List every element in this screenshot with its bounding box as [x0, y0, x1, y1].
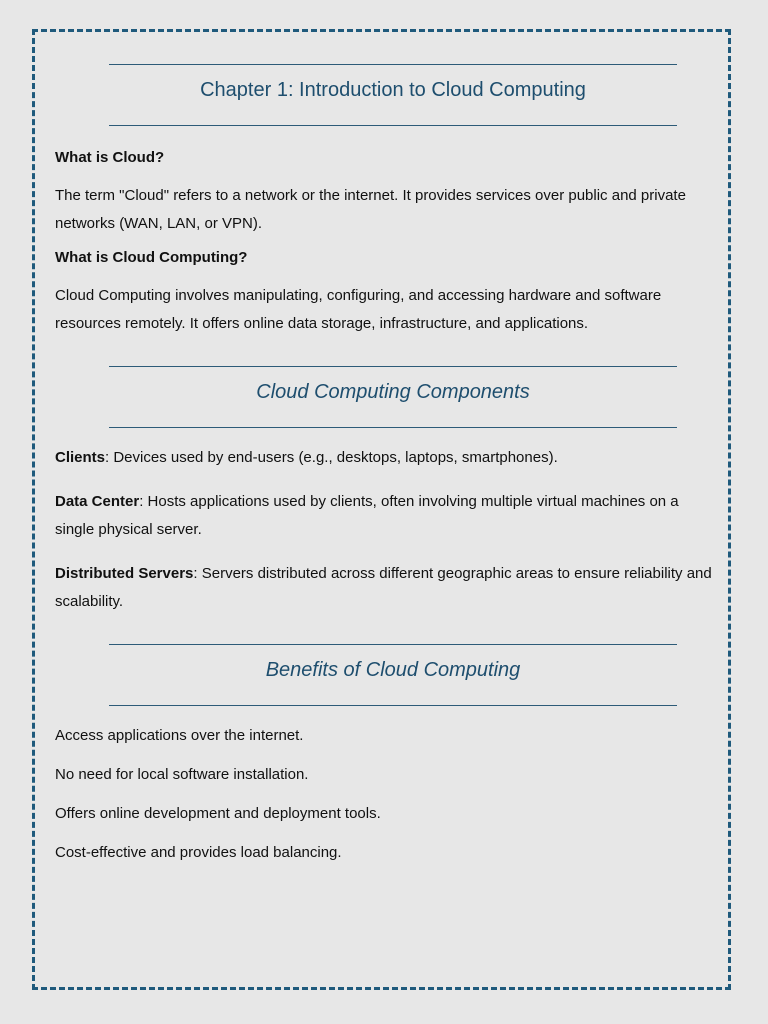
components-list — [55, 444, 715, 616]
component-term: Clients — [55, 449, 106, 466]
component-desc: : Devices used by end-users (e.g., desktops, laptops, smartphones). — [105, 449, 558, 466]
benefit-item: Cost-effective and provides load balancing. — [55, 844, 342, 861]
components-title: Cloud Computing Components — [256, 381, 530, 403]
benefits-title: Benefits of Cloud Computing — [265, 659, 521, 681]
document-body — [55, 64, 715, 867]
benefit-item: No need for local software installation. — [55, 766, 309, 783]
component-desc: : Hosts applications used by clients, often involving multiple virtual machines on a single physical server. — [55, 493, 679, 538]
chapter-title: Chapter 1: Introduction to Cloud Computing — [200, 79, 586, 101]
divider — [109, 125, 677, 126]
component-item — [55, 444, 715, 472]
benefits-list — [55, 722, 715, 867]
section-text: The term "Cloud" refers to a network or the internet. It provides services over public and private networks (WAN, LAN, or VPN). — [55, 187, 686, 232]
section-heading: What is Cloud? — [55, 149, 165, 166]
benefit-item: Offers online development and deployment tools. — [55, 805, 381, 822]
divider — [109, 705, 677, 706]
section-what-is-cloud-computing — [55, 248, 715, 338]
section-what-is-cloud — [55, 148, 715, 238]
component-term: Data Center — [55, 493, 140, 510]
component-desc: : Servers distributed across different geographic areas to ensure reliability and scalability. — [55, 565, 712, 610]
component-item — [55, 488, 715, 544]
component-term: Distributed Servers — [55, 565, 194, 582]
section-text: Cloud Computing involves manipulating, configuring, and accessing hardware and software resources remotely. It offers online data storage, infrastructure, and applications. — [55, 287, 662, 332]
divider — [109, 427, 677, 428]
component-item — [55, 560, 715, 616]
benefit-item: Access applications over the internet. — [55, 727, 304, 744]
section-heading: What is Cloud Computing? — [55, 249, 248, 266]
